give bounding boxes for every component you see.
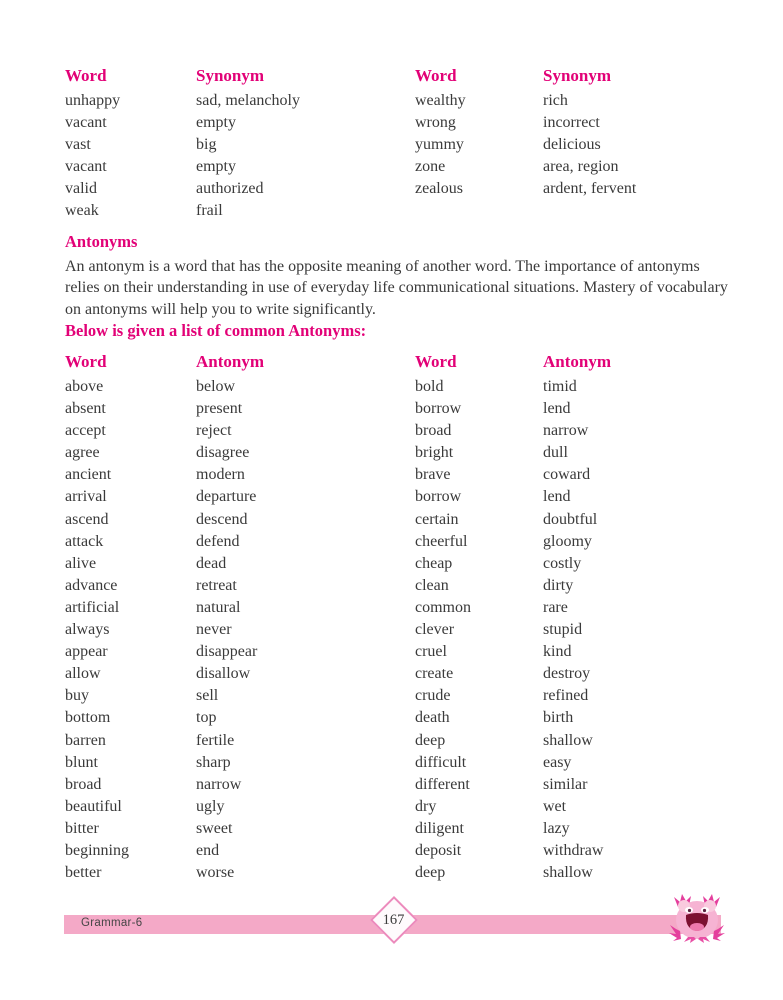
antonym-cell: birth xyxy=(543,709,574,727)
antonym-table-right xyxy=(415,350,735,884)
word-cell: zone xyxy=(415,158,446,175)
word-cell: bright xyxy=(415,444,454,462)
antonym-cell: modern xyxy=(196,466,245,484)
table-row xyxy=(415,509,735,531)
table-row xyxy=(65,376,400,398)
synonym-cell: sad, melancholy xyxy=(196,92,300,109)
antonym-cell: lend xyxy=(543,488,571,506)
table-row xyxy=(65,200,400,222)
table-header-row xyxy=(65,350,400,374)
word-cell: deep xyxy=(415,864,446,882)
word-cell: blunt xyxy=(65,753,98,771)
table-row xyxy=(415,818,735,840)
table-row xyxy=(65,531,400,553)
table-row xyxy=(415,730,735,752)
antonym-cell: dirty xyxy=(543,576,574,594)
word-cell: cheap xyxy=(415,554,453,572)
table-row xyxy=(415,707,735,729)
table-row xyxy=(415,774,735,796)
table-header-row xyxy=(415,64,735,88)
word-cell: unhappy xyxy=(65,92,121,109)
antonym-cell: disappear xyxy=(196,643,258,661)
antonym-cell: fertile xyxy=(196,731,235,749)
table-row xyxy=(415,156,735,178)
word-cell: bold xyxy=(415,378,444,395)
table-row xyxy=(65,774,400,796)
antonym-cell: rare xyxy=(543,598,568,616)
word-cell: ancient xyxy=(65,466,112,484)
word-cell: better xyxy=(65,864,102,882)
word-cell: common xyxy=(415,598,471,616)
column-header-synonym: Synonym xyxy=(196,66,265,85)
table-row xyxy=(415,862,735,884)
antonym-cell: costly xyxy=(543,554,582,572)
table-row xyxy=(415,752,735,774)
word-cell: dry xyxy=(415,797,437,815)
synonym-cell: rich xyxy=(543,92,568,109)
antonym-cell: worse xyxy=(196,864,235,882)
word-cell: death xyxy=(415,709,450,727)
table-row xyxy=(65,178,400,200)
word-cell: difficult xyxy=(415,753,467,771)
word-cell: vacant xyxy=(65,114,107,131)
table-row xyxy=(65,685,400,707)
word-cell: wrong xyxy=(415,114,456,131)
antonym-cell: dead xyxy=(196,554,227,572)
antonym-cell: similar xyxy=(543,775,588,793)
word-cell: bitter xyxy=(65,819,99,837)
antonym-cell: natural xyxy=(196,598,241,616)
column-header-word: Word xyxy=(65,352,107,371)
synonym-cell: area, region xyxy=(543,158,619,175)
table-row xyxy=(415,575,735,597)
antonym-cell: ugly xyxy=(196,797,225,815)
table-row xyxy=(415,597,735,619)
word-cell: attack xyxy=(65,532,104,550)
column-header-synonym: Synonym xyxy=(543,66,612,85)
antonym-cell: end xyxy=(196,841,220,859)
table-row xyxy=(65,575,400,597)
word-cell: absent xyxy=(65,400,106,418)
table-header-row xyxy=(65,64,400,88)
antonym-cell: reject xyxy=(196,422,232,440)
table-row xyxy=(415,685,735,707)
word-cell: artificial xyxy=(65,598,120,616)
table-header-row xyxy=(415,350,735,374)
word-cell: different xyxy=(415,775,470,793)
table-row xyxy=(65,156,400,178)
table-row xyxy=(65,796,400,818)
synonym-cell: empty xyxy=(196,114,236,131)
table-row xyxy=(65,398,400,420)
word-cell: accept xyxy=(65,422,106,440)
pink-monster-mascot-icon xyxy=(668,893,726,943)
synonym-table-left xyxy=(65,64,400,222)
antonym-cell: shallow xyxy=(543,864,593,882)
word-cell: valid xyxy=(65,180,97,197)
table-row xyxy=(415,619,735,641)
synonym-cell: frail xyxy=(196,202,223,219)
word-cell: appear xyxy=(65,643,108,661)
antonym-cell: withdraw xyxy=(543,841,604,859)
word-cell: alive xyxy=(65,554,97,572)
column-header-word: Word xyxy=(415,352,457,371)
table-row xyxy=(65,553,400,575)
table-row xyxy=(65,134,400,156)
word-cell: certain xyxy=(415,510,459,528)
table-row xyxy=(65,730,400,752)
antonym-cell: doubtful xyxy=(543,510,598,528)
table-row xyxy=(415,442,735,464)
word-cell: clever xyxy=(415,621,455,639)
antonym-cell: narrow xyxy=(196,775,242,793)
table-row xyxy=(415,663,735,685)
word-cell: always xyxy=(65,621,110,639)
word-cell: beginning xyxy=(65,841,129,859)
table-row xyxy=(65,641,400,663)
synonym-cell: big xyxy=(196,136,217,153)
word-cell: deep xyxy=(415,731,446,749)
word-cell: vacant xyxy=(65,158,107,175)
table-row xyxy=(65,663,400,685)
synonym-cell: incorrect xyxy=(543,114,600,131)
table-row xyxy=(65,464,400,486)
word-cell: buy xyxy=(65,687,89,705)
word-cell: cruel xyxy=(415,643,447,661)
table-row xyxy=(415,641,735,663)
word-cell: diligent xyxy=(415,819,464,837)
word-cell: borrow xyxy=(415,488,462,506)
table-row xyxy=(415,531,735,553)
table-body xyxy=(415,90,735,200)
table-row xyxy=(415,796,735,818)
antonym-cell: wet xyxy=(543,797,567,815)
table-row xyxy=(65,486,400,508)
word-cell: barren xyxy=(65,731,106,749)
antonym-cell: below xyxy=(196,378,236,395)
antonym-cell: easy xyxy=(543,753,572,771)
word-cell: bottom xyxy=(65,709,111,727)
table-row xyxy=(415,112,735,134)
word-cell: cheerful xyxy=(415,532,468,550)
antonym-cell: stupid xyxy=(543,621,583,639)
word-cell: create xyxy=(415,665,454,683)
antonym-cell: lazy xyxy=(543,819,570,837)
table-row xyxy=(65,597,400,619)
antonym-cell: lend xyxy=(543,400,571,418)
word-cell: deposit xyxy=(415,841,462,859)
word-cell: crude xyxy=(415,687,451,705)
antonyms-section-title: Antonyms xyxy=(65,232,138,251)
antonym-cell: timid xyxy=(543,378,577,395)
antonym-cell: disallow xyxy=(196,665,251,683)
column-header-word: Word xyxy=(415,66,457,85)
table-row xyxy=(65,619,400,641)
table-row xyxy=(65,752,400,774)
antonyms-definition-paragraph: An antonym is a word that has the opposite meaning of another word. The importance of antonyms relies on their understanding in use of everyday life communicational situations. Mastery of vocabulary on antonyms will help you to write significantly. xyxy=(65,258,728,318)
word-cell: brave xyxy=(415,466,451,484)
synonym-cell: authorized xyxy=(196,180,264,197)
antonym-cell: gloomy xyxy=(543,532,592,550)
antonym-cell: sharp xyxy=(196,753,231,771)
word-cell: ascend xyxy=(65,510,109,528)
word-cell: wealthy xyxy=(415,92,466,109)
table-row xyxy=(415,90,735,112)
table-row xyxy=(65,90,400,112)
table-row xyxy=(65,442,400,464)
word-cell: yummy xyxy=(415,136,464,153)
word-cell: allow xyxy=(65,665,101,683)
word-cell: vast xyxy=(65,136,91,153)
antonym-cell: retreat xyxy=(196,576,237,594)
table-row xyxy=(415,134,735,156)
table-row xyxy=(65,112,400,134)
antonym-cell: destroy xyxy=(543,665,591,683)
antonym-cell: top xyxy=(196,709,217,727)
word-cell: zealous xyxy=(415,180,463,197)
antonym-cell: descend xyxy=(196,510,248,528)
table-row xyxy=(415,398,735,420)
table-row xyxy=(415,376,735,398)
word-cell: weak xyxy=(65,202,99,219)
word-cell: broad xyxy=(65,775,102,793)
table-row xyxy=(415,486,735,508)
synonym-cell: ardent, fervent xyxy=(543,180,637,197)
antonym-cell: disagree xyxy=(196,444,250,462)
antonym-cell: dull xyxy=(543,444,568,462)
word-cell: clean xyxy=(415,576,449,594)
antonym-cell: sell xyxy=(196,687,219,705)
antonym-cell: shallow xyxy=(543,731,593,749)
word-cell: agree xyxy=(65,444,100,462)
table-body xyxy=(415,376,735,884)
synonym-cell: delicious xyxy=(543,136,601,153)
table-row xyxy=(65,862,400,884)
word-cell: advance xyxy=(65,576,118,594)
page-number-diamond xyxy=(370,896,418,944)
antonym-cell: coward xyxy=(543,466,591,484)
antonym-cell: sweet xyxy=(196,819,233,837)
antonym-cell: present xyxy=(196,400,243,418)
column-header-word: Word xyxy=(65,66,107,85)
antonym-table-left xyxy=(65,350,400,884)
table-row xyxy=(415,553,735,575)
antonym-cell: kind xyxy=(543,643,572,661)
word-cell: broad xyxy=(415,422,452,440)
column-header-antonym: Antonym xyxy=(196,352,265,371)
word-cell: above xyxy=(65,378,104,395)
table-row xyxy=(415,420,735,442)
table-row xyxy=(65,707,400,729)
table-body xyxy=(65,376,400,884)
page-number: 167 xyxy=(383,911,405,928)
synonym-cell: empty xyxy=(196,158,236,175)
column-header-antonym: Antonym xyxy=(543,352,612,371)
footer-book-label: Grammar-6 xyxy=(81,917,143,929)
table-row xyxy=(65,818,400,840)
table-row xyxy=(415,840,735,862)
word-cell: borrow xyxy=(415,400,462,418)
word-cell: beautiful xyxy=(65,797,122,815)
antonym-cell: never xyxy=(196,621,232,639)
table-row xyxy=(415,178,735,200)
antonyms-list-subtitle: Below is given a list of common Antonyms: xyxy=(65,321,367,340)
word-cell: arrival xyxy=(65,488,107,506)
table-row xyxy=(65,509,400,531)
table-row xyxy=(65,420,400,442)
table-row xyxy=(415,464,735,486)
antonym-cell: departure xyxy=(196,488,257,506)
table-row xyxy=(65,840,400,862)
synonym-table-right xyxy=(415,64,735,200)
antonym-cell: defend xyxy=(196,532,240,550)
antonym-cell: refined xyxy=(543,687,589,705)
table-body xyxy=(65,90,400,222)
antonym-cell: narrow xyxy=(543,422,589,440)
